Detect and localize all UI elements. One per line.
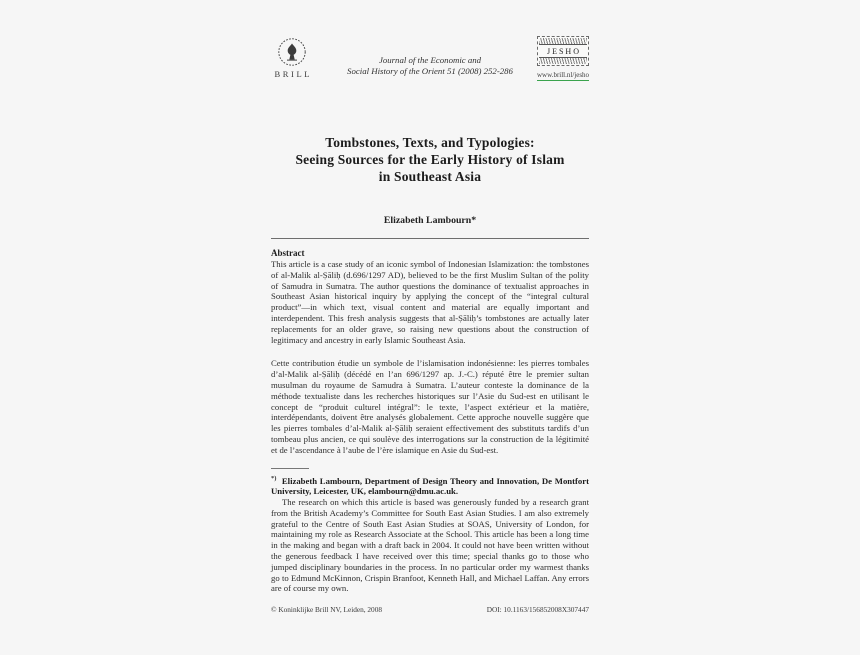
article-title-line3: in Southeast Asia bbox=[378, 169, 482, 184]
journal-citation-line2: Social History of the Orient 51 (2008) 252-286 bbox=[347, 65, 513, 76]
jesho-ornament-bottom-icon bbox=[539, 58, 587, 64]
journal-url-link[interactable]: www.brill.nl/jesho bbox=[537, 71, 590, 79]
footnote-affiliation bbox=[271, 474, 589, 497]
author-name: Elizabeth Lambourn* bbox=[383, 215, 477, 226]
doi-line: DOI: 10.1163/156852008X307447 bbox=[486, 605, 589, 615]
brill-wordmark: BRILL bbox=[274, 69, 313, 79]
jesho-wordmark: JESHO bbox=[539, 44, 587, 58]
copyright-line: © Koninklijke Brill NV, Leiden, 2008 bbox=[271, 605, 383, 615]
article-title bbox=[271, 134, 589, 185]
footnote-acknowledgement: The research on which this article is based was generously funded by a research grant from the British Academy’s Committee for South East Asian Studies. I am also extremely grateful to the Centre of South East Asian Studies at SOAS, University of London, for maintaining my role as Research Associate at the School. This article has been a long time in the making and began with a draft back in 2004. It could not have been written without the generous feedback I have received over this time; special thanks go to those who jumped disciplinary boundaries in the process. In no particular order my warmest thanks go to Edmund McKinnon, Crispin Branfoot, Kenneth Hall, and Michael Laffan. Any errors are of course my own. bbox=[271, 497, 589, 594]
abstract-heading: Abstract bbox=[271, 248, 305, 258]
abstract-separator-rule bbox=[271, 238, 589, 239]
footnote-marker: *) bbox=[271, 474, 277, 482]
jesho-logo bbox=[537, 36, 589, 66]
jesho-logo-block bbox=[537, 36, 589, 81]
article-title-line2: Seeing Sources for the Early History of Islam bbox=[295, 152, 565, 167]
journal-citation-line1: Journal of the Economic and bbox=[378, 55, 482, 65]
footnote-block bbox=[271, 474, 589, 595]
article-first-page bbox=[271, 0, 589, 614]
journal-masthead bbox=[271, 36, 589, 88]
footnote-rule bbox=[271, 468, 309, 469]
abstract-section bbox=[271, 248, 589, 345]
footnote-affiliation-text: Elizabeth Lambourn, Department of Design Theory and Innovation, De Montfort University, Leicester, UK, elambourn@dmu.ac.uk. bbox=[271, 475, 589, 497]
jesho-ornament-top-icon bbox=[539, 38, 587, 44]
abstract-text: This article is a case study of an iconic symbol of Indonesian Islamization: the tombstones of al-Malik al-Ṣāliḥ (d.696/1297 AD), believed to be the first Muslim Sultan of the polity of Samudra in Sumatra. The author questions the dominance of textualist approaches in Southeast Asian historical inquiry by applying the concept of the “integral cultural product”—in which text, visual content and material are equally important and interdependent. This fresh analysis suggests that al-Ṣāliḥ’s tombstones are actually later replacements for an older grave, so raising new questions about the construction of legitimacy and ancestry in early Islamic Southeast Asia. bbox=[271, 259, 589, 345]
resume-text-french: Cette contribution étudie un symbole de l’islamisation indonésienne: les pierres tombales d’al-Malik al-Ṣāliḥ (décédé en l’an 696/1297 ap. J.-C.) réputé être le premier sultan musulman du royaume de Samudra à Sumatra. L’auteur conteste la dominance de la méthode textualiste dans les recherches historiques sur l’Asie du Sud-est en utilisant le concept de “produit culturel intégral”: le texte, l’aspect extérieur et la matière, interdépendants, doivent être analysés globalement. Cette approche nouvelle suggère que les pierres tombales d’al-Malik al-Ṣāliḥ seraient effectivement des substituts tardifs d’un tombeau plus ancien, ce qui soulève des interrogations sur la construction de la légitimité et de l’ascendance à l’aube de l’ère islamique en Asie du Sud-est. bbox=[271, 358, 589, 455]
page-footer bbox=[271, 605, 589, 614]
article-title-line1: Tombstones, Texts, and Typologies: bbox=[325, 135, 535, 150]
